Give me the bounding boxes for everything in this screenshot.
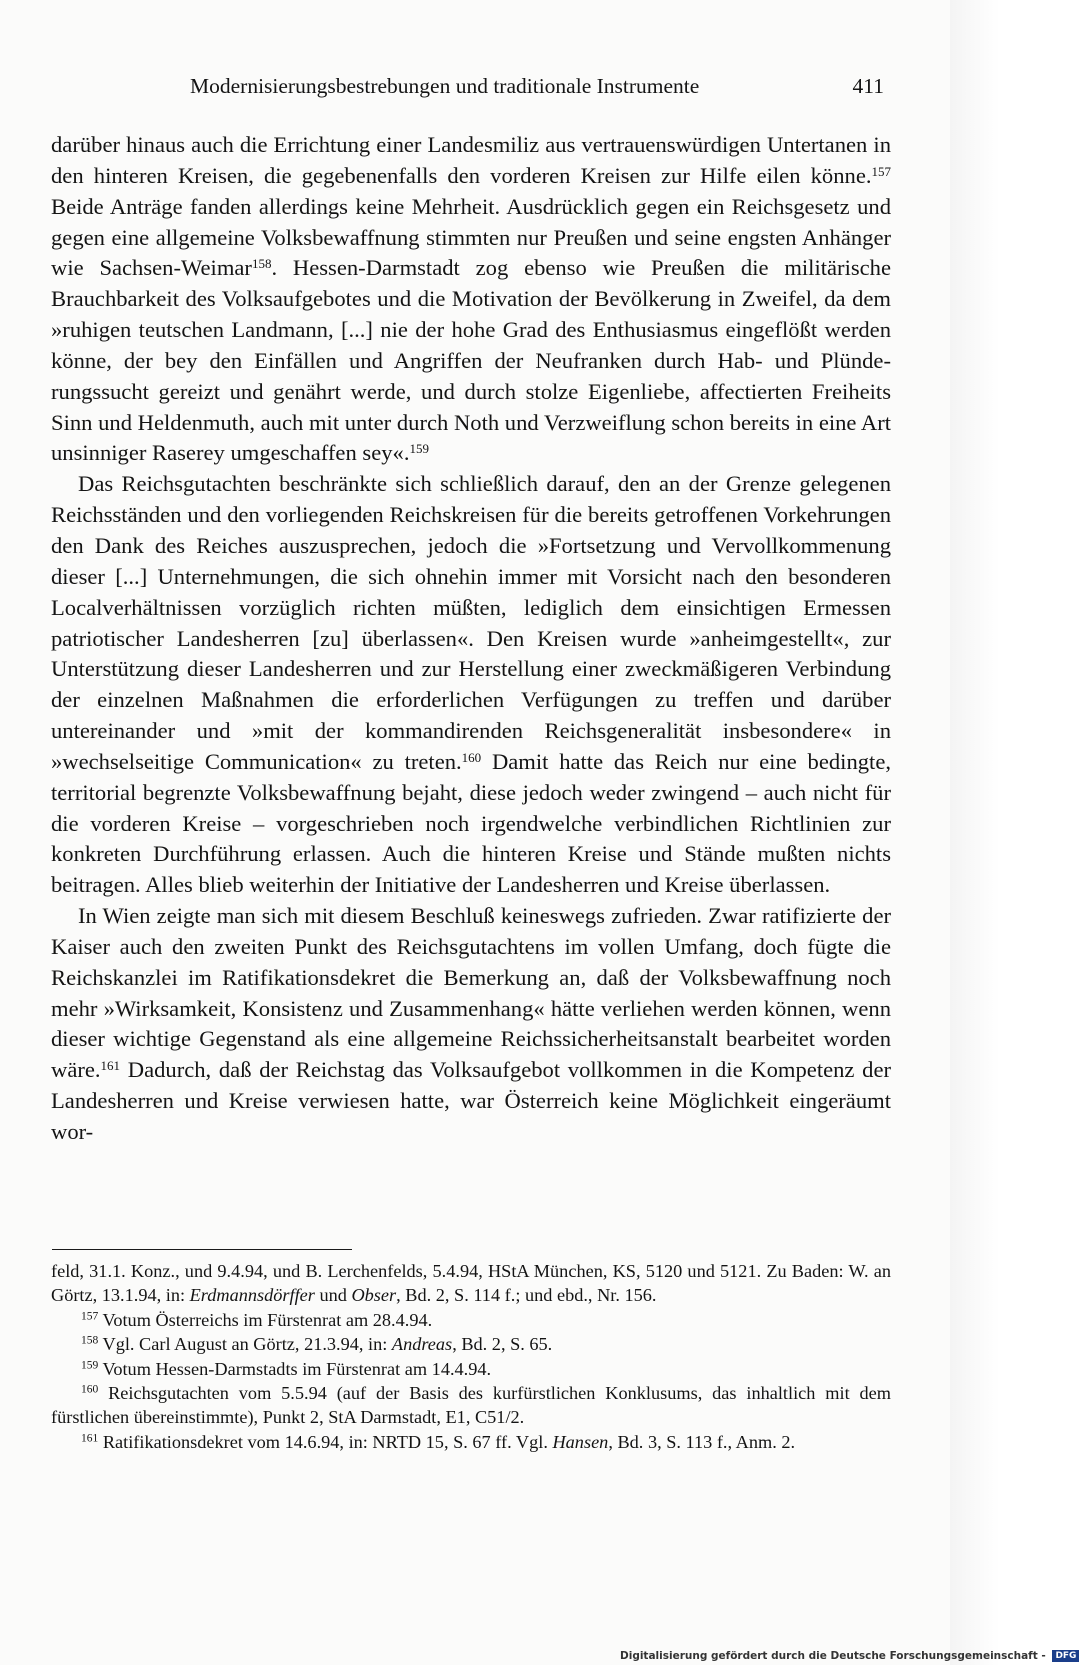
paragraph-2: [51, 469, 891, 901]
footnote-number: 158: [81, 1334, 99, 1347]
footnotes: [51, 1259, 891, 1454]
text-run: Vgl. Carl August an Görtz, 21.3.94, in:: [98, 1334, 392, 1355]
text-run: Ratifikationsdekret vom 14.6.94, in: NRTD 15, S. 67 ff. Vgl.: [98, 1431, 553, 1452]
page-number: 411: [852, 74, 884, 98]
text-run: , Bd. 3, S. 113 f., Anm. 2.: [608, 1431, 796, 1452]
text-run: Votum Hessen-Darmstadts im Fürstenrat am 14.4.94.: [98, 1358, 492, 1379]
credit-text: Digitalisierung gefördert durch die Deutsche Forschungsgemeinschaft -: [620, 1650, 1050, 1662]
page-edge-shadow: [950, 0, 1000, 1665]
italic-author: Obser: [351, 1285, 397, 1306]
text-run: Das Reichsgutachten beschränkte sich schließlich darauf, den an der Grenze gelegenen Reichsständen und den vorliegenden Reichskreisen für die bereits getroffenen Vorkehrungen den Dank des Reiches auszusprechen, jedoch die »Fortsetzung und Vervollkommenung dieser [...] Unternehmungen, die sich ohnehin immer mit Vorsicht nach den besonderen Localverhältnissen vorzüglich richten müßten, lediglich dem einsichtigen Ermessen patriotischer Landesherren [zu] überlassen«. Den Kreisen wurde »anheimgestellt«, zur Unterstützung dieser Landesherren und zur Herstellung einer zweckmäßigeren Verbindung der einzelnen Maßnahmen die erforderlichen Verfügungen zu treffen und darüber untereinander und »mit der kommandirenden Reichsgeneralität insbesondere« in »wechselseitige Communication« zu treten.: [51, 471, 891, 774]
footnote-158: [51, 1332, 891, 1356]
footnote-divider: [52, 1249, 352, 1250]
text-run: Dadurch, daß der Reichstag das Volksaufgebot vollkommen in die Kompetenz der Landesherren und Kreise verwiesen hatte, war Österreich keine Möglichkeit eingeräumt wor-: [51, 1057, 891, 1144]
dfg-logo: DFG: [1052, 1650, 1079, 1662]
footnote-161: [51, 1430, 891, 1454]
text-run: , Bd. 2, S. 65.: [452, 1334, 553, 1355]
footnote-157: [51, 1308, 891, 1332]
paragraph-1: [51, 130, 891, 469]
text-run: feld, 31.1. Konz., und 9.4.94, und B. Lerchenfelds, 5.4.94, HStA München, KS, 5120 und 5121. Zu Baden: W. an Görtz, 13.1.94, in:: [51, 1261, 891, 1306]
footnote-number: 157: [81, 1310, 99, 1323]
text-run: . Hessen-Darmstadt zog ebenso wie Preußen die militärische Brauchbarkeit des Volksaufgebotes und die Motivation der Bevölkerung in Zweifel, da dem »ruhigen teutschen Landmann, [...] nie der hohe Grad des Enthusiasmus eingeflößt werden könne, der bey den Einfällen und Angriffen der Neufranken durch Hab- und Plünderungssucht gereizt und genährt werde, und durch stolze Eigenliebe, affectierten Freiheits Sinn und Heldenmuth, auch mit unter durch Noth und Verzweiflung schon bereits in eine Art unsinniger Raserey umgeschaffen sey«.: [51, 255, 891, 466]
footnote-continued: [51, 1259, 891, 1308]
text-run: Reichsgutachten vom 5.5.94 (auf der Basis des kurfürstlichen Konklusums, das inhaltlich mit dem fürstlichen übereinstimmte), Punkt 2, StA Darmstadt, E1, C51/2.: [51, 1383, 891, 1428]
text-run: und: [314, 1285, 352, 1306]
footnote-ref-161: 161: [100, 1058, 121, 1074]
italic-author: Erdmannsdörffer: [189, 1285, 315, 1306]
text-run: In Wien zeigte man sich mit diesem Beschluß keineswegs zufrieden. Zwar ratifizierte der Kaiser auch den zweiten Punkt des Reichsgutachtens im vollen Umfang, doch fügte die Reichskanzlei im Ratifikationsdekret die Bemerkung an, daß der Volksbewaffnung noch mehr »Wirksamkeit, Konsistenz und Zusammenhang« hätte verliehen werden können, wenn dieser wichtige Gegenstand als eine allgemeine Reichssicherheitsanstalt bearbeitet worden wäre.: [51, 903, 891, 1083]
italic-author: Hansen: [552, 1431, 609, 1452]
text-run: Votum Österreichs im Fürstenrat am 28.4.94.: [98, 1309, 433, 1330]
footnote-ref-158: 158: [251, 256, 272, 272]
italic-author: Andreas: [391, 1334, 453, 1355]
paragraph-3: [51, 901, 891, 1148]
digitization-credit: [620, 1650, 1077, 1662]
footnote-number: 160: [81, 1383, 99, 1396]
footnote-ref-159: 159: [409, 441, 429, 457]
footnote-ref-157: 157: [871, 163, 891, 179]
footnote-ref-160: 160: [461, 749, 482, 765]
running-title: Modernisierungsbestrebungen und traditionale Instrumente: [190, 74, 700, 98]
text-run: , Bd. 2, S. 114 f.; und ebd., Nr. 156.: [396, 1285, 657, 1306]
text-run: Beide Anträge fanden allerdings keine Mehrheit. Ausdrücklich gegen ein Reichsgesetz und gegen eine allgemeine Volksbewaffnung stimmten nur Preußen und seine engsten Anhänger wie Sachsen-Weimar: [51, 193, 891, 281]
footnote-number: 159: [81, 1359, 99, 1372]
footnote-number: 161: [81, 1432, 99, 1445]
text-run: darüber hinaus auch die Errichtung einer Landesmiliz aus vertrauenswürdigen Untertanen in den hinteren Kreisen, die gegebenenfalls den vorderen Kreisen zur Hilfe eilen könne.: [51, 132, 891, 188]
text-run: Damit hatte das Reich nur eine bedingte, territorial begrenzte Volksbewaffnung bejaht, diese jedoch weder zwingend – auch nicht für die vorderen Kreise – vorgeschrieben noch irgendwelche verbindlichen Richtlinien zur konkreten Durchführung erlassen. Auch die hinteren Kreise und Stände mußten nichts beitragen. Alles blieb weiterhin der Initiative der Landesherren und Kreise überlassen.: [51, 748, 892, 898]
footnote-160: [51, 1381, 891, 1430]
main-text: [51, 130, 891, 1148]
footnote-159: [51, 1357, 891, 1381]
